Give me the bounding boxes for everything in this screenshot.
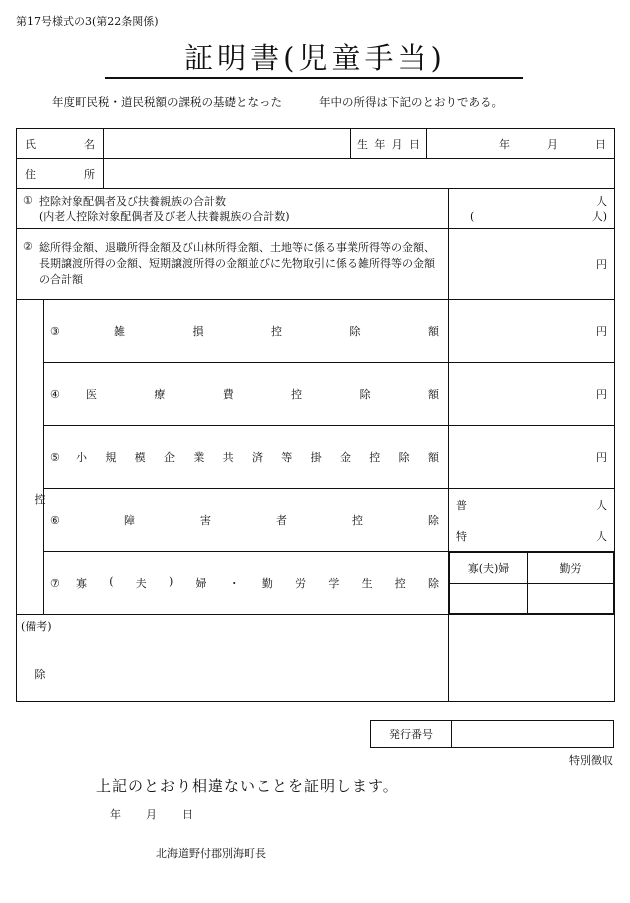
item-number: ②	[23, 240, 33, 253]
medical-deduction-field[interactable]	[449, 363, 615, 426]
disability-deduction-field[interactable]	[449, 489, 615, 552]
item-number: ⑤	[50, 450, 60, 464]
label-char: 済	[251, 451, 263, 464]
yen-unit: 円	[596, 451, 608, 464]
yen-unit: 円	[596, 325, 608, 338]
label-char: 共	[222, 451, 234, 464]
casualty-deduction-field[interactable]	[449, 300, 615, 363]
widow-value-field[interactable]	[450, 584, 528, 614]
name-label-char: 氏	[25, 137, 36, 151]
birth-day-unit: 日	[595, 137, 607, 151]
issue-number-label: 発行番号	[371, 721, 452, 748]
label-char: 除	[359, 388, 371, 401]
birth-year-unit: 年	[499, 137, 511, 151]
deduction-side-char: 除	[34, 667, 46, 681]
label-char: 額	[428, 325, 439, 338]
deduction-side-char: 控	[34, 492, 46, 506]
dependents-elderly-unit: 人)	[591, 209, 608, 223]
dependents-line2: (内老人控除対象配偶者及び老人扶養親族の合計数)	[39, 209, 290, 223]
dependents-line1: 控除対象配偶者及び扶養親族の合計数	[39, 194, 226, 208]
label-char: 規	[105, 451, 117, 464]
issue-date	[110, 806, 193, 822]
disability-deduction-label	[44, 489, 449, 552]
birth-label-char: 月	[391, 137, 403, 151]
certificate-table	[16, 128, 615, 702]
label-char: 除	[428, 514, 439, 527]
small-business-deduction-field[interactable]	[449, 426, 615, 489]
yen-unit: 円	[596, 388, 608, 401]
label-char: 企	[163, 451, 175, 464]
label-char: 額	[427, 451, 439, 464]
label-char: ・	[228, 577, 240, 590]
item-number: ①	[23, 193, 33, 207]
label-char: 小	[76, 451, 87, 464]
person-unit: 人	[596, 529, 608, 543]
label-char: 障	[124, 514, 135, 527]
issue-number-table	[370, 720, 614, 748]
label-char: )	[168, 575, 174, 588]
intro-text-part1: 年度町民税・道民税額の課税の基礎となった	[52, 95, 282, 109]
mayor-signature-line: 北海道野付郡別海町長	[156, 847, 266, 860]
label-char: 生	[361, 577, 373, 590]
label-char: 勤	[261, 577, 273, 590]
page-title: 証明書(児童手当)	[184, 41, 446, 75]
date-month-unit: 月	[146, 808, 157, 821]
dependents-value-field[interactable]	[449, 189, 615, 229]
dependents-unit: 人	[596, 194, 608, 208]
label-char: 除	[428, 577, 439, 590]
casualty-deduction-label	[44, 300, 449, 363]
label-char: 控	[352, 514, 363, 527]
issue-number-field[interactable]	[452, 721, 614, 748]
address-label-char: 住	[25, 167, 36, 181]
label-char: 控	[369, 451, 381, 464]
widow-header: 寡(夫)婦	[450, 553, 528, 584]
label-char: 掛	[310, 451, 322, 464]
name-label-char: 名	[84, 137, 95, 151]
birth-label-cell	[351, 129, 427, 159]
label-char: 労	[295, 577, 307, 590]
address-label-cell	[17, 159, 104, 189]
name-field[interactable]	[104, 129, 351, 159]
label-char: 学	[328, 577, 340, 590]
person-unit: 人	[596, 498, 608, 512]
special-label: 特	[456, 529, 467, 543]
dependents-label-cell	[17, 189, 449, 229]
label-char: 額	[427, 388, 439, 401]
label-char: 業	[193, 451, 205, 464]
certification-statement: 上記のとおり相違ないことを証明します。	[96, 777, 399, 795]
remarks-side-field[interactable]	[449, 615, 615, 702]
address-label-char: 所	[84, 167, 95, 181]
label-char: 婦	[195, 577, 207, 590]
item-number: ⑦	[50, 576, 60, 590]
income-unit: 円	[596, 258, 608, 271]
working-student-value-field[interactable]	[528, 584, 614, 614]
item-number: ⑥	[50, 513, 60, 527]
label-char: (	[109, 575, 114, 588]
label-char: 除	[398, 451, 410, 464]
birth-label-char: 日	[408, 137, 420, 151]
title-underline	[105, 77, 523, 79]
dependents-paren-open: (	[470, 209, 475, 223]
label-char: 雑	[114, 325, 125, 338]
item-number: ④	[50, 387, 60, 401]
birth-date-field[interactable]	[427, 129, 615, 159]
widow-student-deduction-label	[44, 552, 449, 615]
birth-label-char: 年	[374, 137, 386, 151]
remarks-label: (備考)	[21, 620, 52, 633]
form-number: 第17号様式の3(第22条関係)	[16, 15, 159, 28]
date-year-unit: 年	[110, 808, 121, 821]
small-business-deduction-label	[44, 426, 449, 489]
name-label-cell	[17, 129, 104, 159]
label-char: 模	[134, 451, 146, 464]
intro-text-part2: 年中の所得は下記のとおりである。	[319, 95, 503, 109]
label-char: 除	[349, 325, 361, 338]
ordinary-label: 普	[456, 498, 467, 512]
label-char: 等	[281, 451, 293, 464]
label-char: 控	[291, 388, 303, 401]
label-char: 金	[339, 451, 351, 464]
label-char: 控	[271, 325, 282, 338]
address-field[interactable]	[104, 159, 615, 189]
label-char: 損	[192, 325, 204, 338]
remarks-cell[interactable]	[17, 615, 449, 702]
label-char: 費	[222, 388, 234, 401]
working-student-header: 勤労	[528, 553, 614, 584]
label-char: 寡	[76, 577, 87, 590]
label-char: 療	[154, 388, 166, 401]
birth-label-char: 生	[357, 137, 368, 151]
label-char: 害	[200, 514, 211, 527]
date-day-unit: 日	[182, 808, 193, 821]
label-char: 夫	[135, 577, 147, 590]
widow-student-deduction-field	[449, 552, 615, 615]
medical-deduction-label	[44, 363, 449, 426]
income-text: 総所得金額、退職所得金額及び山林所得金額、土地等に係る事業所得等の金額、長期譲渡所得の金額、短期譲渡所得の金額並びに先物取引に係る雑所得等の金額の合計額	[39, 241, 435, 286]
label-char: 控	[394, 577, 406, 590]
special-collection-label: 特別徴収	[569, 754, 613, 767]
label-char: 者	[276, 514, 287, 527]
item-number: ③	[50, 324, 60, 338]
label-char: 医	[86, 388, 97, 401]
income-value-field[interactable]	[449, 229, 615, 300]
widow-student-subtable	[449, 552, 614, 614]
birth-month-unit: 月	[547, 137, 559, 151]
income-label-cell	[17, 229, 449, 300]
